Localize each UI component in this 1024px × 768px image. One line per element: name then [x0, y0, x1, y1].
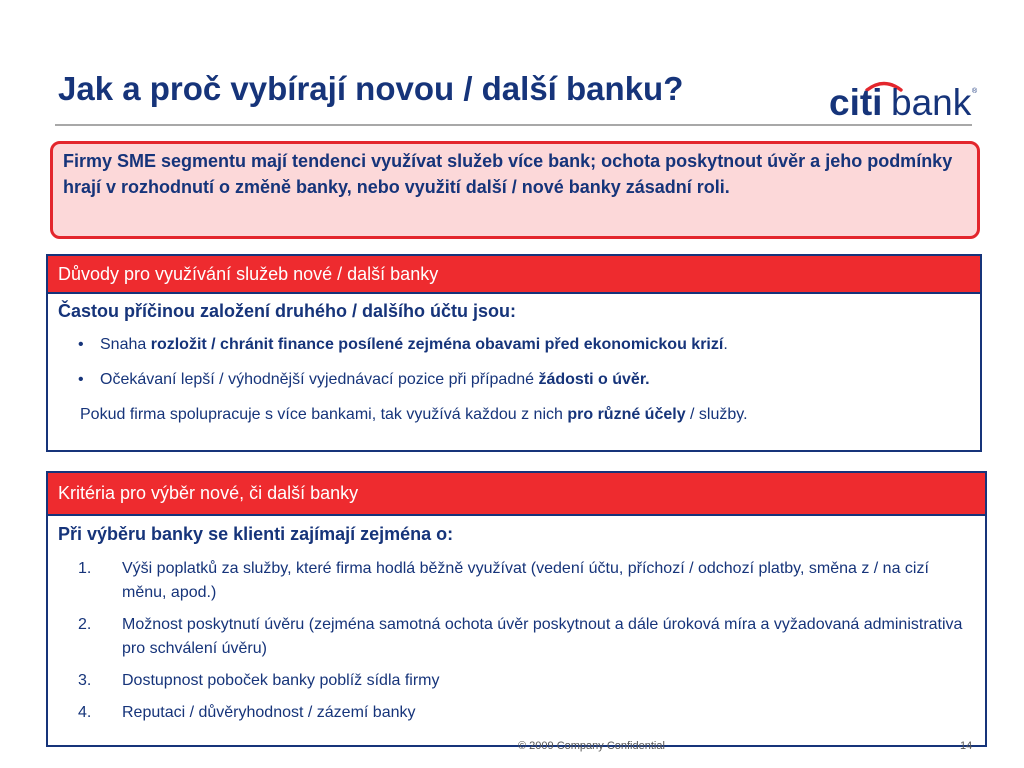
list-item: [48, 557, 985, 605]
item-text: Dostupnost poboček banky poblíž sídla firmy: [122, 672, 440, 689]
item-number: 3.: [78, 672, 92, 689]
bullet-icon: •: [78, 371, 84, 388]
slide-title: Jak a proč vybírají novou / další banku?: [58, 70, 684, 107]
item-text: Výši poplatků za služby, které firma hodlá běžně využívat (vedení účtu, příchozí / odchozí platby, směna z / na cizí měnu, apod.): [122, 560, 929, 601]
footer-confidential: © 2009 Company Confidential: [518, 740, 665, 752]
list-item: • Snaha rozložit / chránit finance posílené zejména obavami před ekonomickou krizí.: [48, 334, 980, 356]
criteria-list: [48, 557, 985, 725]
item-number: 2.: [78, 616, 92, 633]
bullet-icon: •: [78, 336, 84, 353]
summary-text: Firmy SME segmentu mají tendenci využívat služeb více bank; ochota poskytnout úvěr a jeho podmínky hrají v rozhodnutí o změně banky, nebo využití další / nové banky zásadní roli.: [63, 151, 953, 197]
list-item: • Očekávaní lepší / výhodnější vyjednávací pozice při případné žádosti o úvěr.: [48, 369, 980, 391]
svg-text:bank: bank: [891, 82, 972, 121]
list-item: [48, 613, 985, 661]
criteria-lead: Při výběru banky se klienti zajímají zejména o:: [58, 524, 454, 544]
reasons-panel: [46, 254, 982, 452]
item-number: 1.: [78, 560, 92, 577]
citibank-logo: [829, 79, 979, 121]
criteria-panel-header: Kritéria pro výběr nové, či další banky: [48, 473, 985, 516]
reasons-panel-header: Důvody pro využívání služeb nové / další banky: [48, 256, 980, 294]
item-text: Možnost poskytnutí úvěru (zejména samotná ochota úvěr poskytnout a dále úroková míra a vyžadovaná administrativa pro schválení úvěru): [122, 616, 963, 657]
title-divider: [55, 124, 972, 126]
reasons-list: [48, 334, 980, 391]
reasons-lead: Častou příčinou založení druhého / dalšího účtu jsou:: [58, 301, 517, 321]
item-text: Reputaci / důvěryhodnost / zázemí banky: [122, 704, 416, 721]
svg-text:®: ®: [972, 88, 978, 95]
summary-callout: [50, 141, 980, 239]
svg-text:citi: citi: [829, 82, 883, 121]
list-item: [48, 701, 985, 725]
list-item: [48, 669, 985, 693]
item-number: 4.: [78, 704, 92, 721]
criteria-panel: [46, 471, 987, 747]
page-number: 14: [960, 740, 973, 752]
reasons-note: Pokud firma spolupracuje s více bankami, tak využívá každou z nich pro různé účely / služby.: [80, 406, 748, 423]
